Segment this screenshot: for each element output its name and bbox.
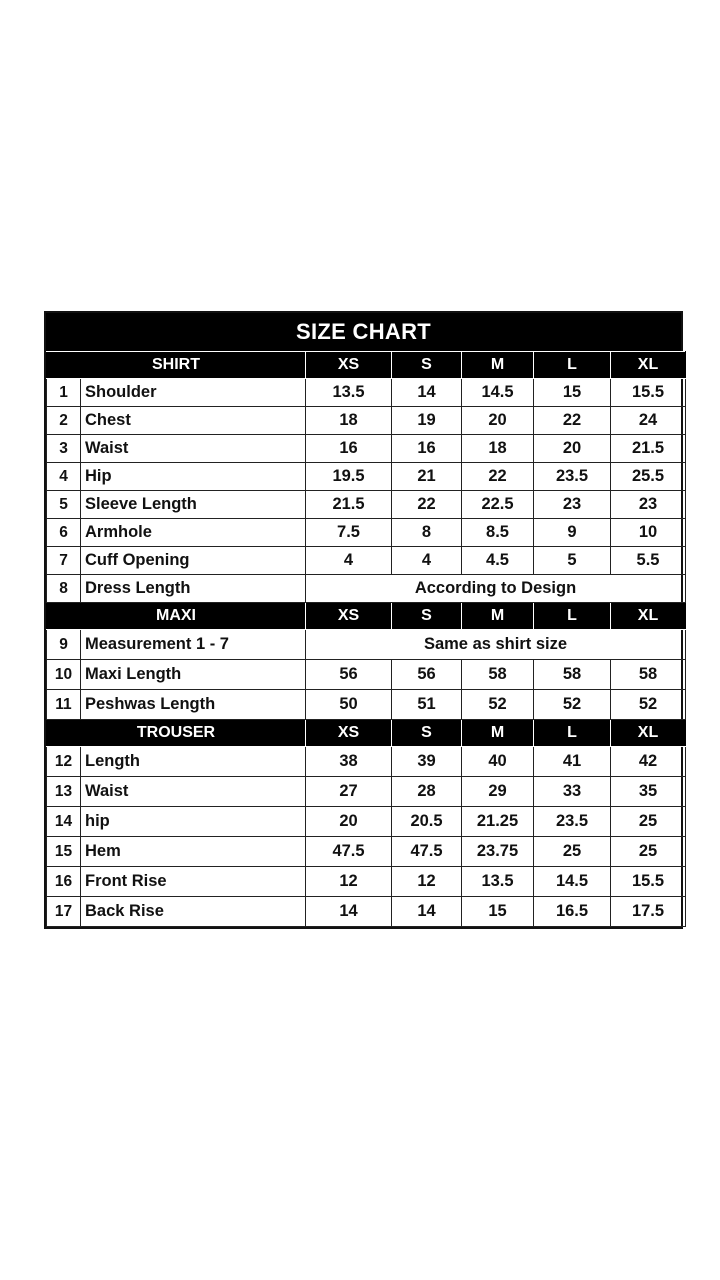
table-row	[47, 491, 686, 519]
table-row	[47, 435, 686, 463]
row-number: 13	[47, 777, 81, 807]
table-row	[47, 807, 686, 837]
row-number: 14	[47, 807, 81, 837]
size-header-l: L	[534, 720, 611, 747]
measurement-value-xl: 15.5	[611, 867, 686, 897]
measurement-value-s: 14	[392, 897, 462, 927]
measurement-value-xs: 20	[306, 807, 392, 837]
measurement-value-xl: 25	[611, 837, 686, 867]
size-header-xs: XS	[306, 603, 392, 630]
size-header-xs: XS	[306, 352, 392, 379]
row-number: 8	[47, 575, 81, 603]
measurement-value-l: 15	[534, 379, 611, 407]
measurement-value-l: 23	[534, 491, 611, 519]
section-header-trouser: TROUSER	[47, 720, 306, 747]
measurement-value-l: 23.5	[534, 807, 611, 837]
measurement-value-m: 20	[462, 407, 534, 435]
measurement-value-m: 18	[462, 435, 534, 463]
measurement-value-xl: 23	[611, 491, 686, 519]
measurement-value-xl: 21.5	[611, 435, 686, 463]
measurement-value-s: 20.5	[392, 807, 462, 837]
measurement-value-m: 4.5	[462, 547, 534, 575]
measurement-label: Dress Length	[81, 575, 306, 603]
table-row	[47, 630, 686, 660]
measurement-label: Length	[81, 747, 306, 777]
measurement-value-xs: 13.5	[306, 379, 392, 407]
table-row	[47, 575, 686, 603]
measurement-value-s: 8	[392, 519, 462, 547]
row-number: 15	[47, 837, 81, 867]
measurement-label: Shoulder	[81, 379, 306, 407]
measurement-value-s: 47.5	[392, 837, 462, 867]
row-number: 6	[47, 519, 81, 547]
table-row	[47, 660, 686, 690]
measurement-label: Hem	[81, 837, 306, 867]
size-header-m: M	[462, 603, 534, 630]
measurement-label: hip	[81, 807, 306, 837]
table-row	[47, 379, 686, 407]
table-row	[47, 463, 686, 491]
measurement-value-m: 52	[462, 690, 534, 720]
measurement-value-xs: 16	[306, 435, 392, 463]
table-row	[47, 837, 686, 867]
measurement-value-xs: 4	[306, 547, 392, 575]
measurement-value-l: 23.5	[534, 463, 611, 491]
measurement-value-xl: 35	[611, 777, 686, 807]
measurement-label: Back Rise	[81, 897, 306, 927]
size-chart	[44, 311, 683, 929]
measurement-label: Measurement 1 - 7	[81, 630, 306, 660]
measurement-value-m: 22.5	[462, 491, 534, 519]
measurement-value-xs: 38	[306, 747, 392, 777]
row-number: 2	[47, 407, 81, 435]
size-table	[46, 351, 686, 927]
size-header-l: L	[534, 603, 611, 630]
measurement-value-m: 21.25	[462, 807, 534, 837]
measurement-label: Waist	[81, 435, 306, 463]
row-number: 3	[47, 435, 81, 463]
measurement-value-l: 25	[534, 837, 611, 867]
table-row	[47, 747, 686, 777]
measurement-value-m: 23.75	[462, 837, 534, 867]
measurement-value-m: 13.5	[462, 867, 534, 897]
section-header-row	[47, 720, 686, 747]
size-header-xl: XL	[611, 603, 686, 630]
measurement-value-xs: 18	[306, 407, 392, 435]
measurement-value-m: 14.5	[462, 379, 534, 407]
measurement-value-xs: 21.5	[306, 491, 392, 519]
size-header-s: S	[392, 352, 462, 379]
size-chart-title: SIZE CHART	[46, 313, 681, 351]
measurement-value-s: 12	[392, 867, 462, 897]
measurement-value-xs: 47.5	[306, 837, 392, 867]
measurement-value-s: 22	[392, 491, 462, 519]
row-number: 12	[47, 747, 81, 777]
measurement-value-xs: 56	[306, 660, 392, 690]
measurement-value-xl: 5.5	[611, 547, 686, 575]
measurement-label: Chest	[81, 407, 306, 435]
measurement-value-xl: 24	[611, 407, 686, 435]
row-number: 7	[47, 547, 81, 575]
row-number: 17	[47, 897, 81, 927]
measurement-value-m: 40	[462, 747, 534, 777]
measurement-value-xl: 25.5	[611, 463, 686, 491]
measurement-value-l: 52	[534, 690, 611, 720]
spanning-note: Same as shirt size	[306, 630, 686, 660]
measurement-value-l: 5	[534, 547, 611, 575]
size-header-m: M	[462, 720, 534, 747]
measurement-value-s: 21	[392, 463, 462, 491]
row-number: 9	[47, 630, 81, 660]
measurement-value-s: 56	[392, 660, 462, 690]
row-number: 4	[47, 463, 81, 491]
measurement-value-xs: 19.5	[306, 463, 392, 491]
measurement-label: Waist	[81, 777, 306, 807]
table-row	[47, 867, 686, 897]
measurement-value-s: 19	[392, 407, 462, 435]
size-header-xs: XS	[306, 720, 392, 747]
row-number: 10	[47, 660, 81, 690]
measurement-label: Front Rise	[81, 867, 306, 897]
row-number: 11	[47, 690, 81, 720]
measurement-value-xs: 50	[306, 690, 392, 720]
measurement-value-s: 39	[392, 747, 462, 777]
measurement-value-xl: 52	[611, 690, 686, 720]
measurement-value-xs: 14	[306, 897, 392, 927]
measurement-value-l: 58	[534, 660, 611, 690]
measurement-value-xl: 42	[611, 747, 686, 777]
measurement-label: Maxi Length	[81, 660, 306, 690]
table-row	[47, 690, 686, 720]
measurement-value-m: 29	[462, 777, 534, 807]
measurement-label: Armhole	[81, 519, 306, 547]
measurement-value-s: 28	[392, 777, 462, 807]
measurement-value-m: 8.5	[462, 519, 534, 547]
measurement-value-xl: 15.5	[611, 379, 686, 407]
measurement-value-l: 9	[534, 519, 611, 547]
measurement-value-l: 14.5	[534, 867, 611, 897]
row-number: 1	[47, 379, 81, 407]
size-header-xl: XL	[611, 352, 686, 379]
size-header-m: M	[462, 352, 534, 379]
measurement-value-m: 15	[462, 897, 534, 927]
measurement-label: Sleeve Length	[81, 491, 306, 519]
table-row	[47, 777, 686, 807]
measurement-value-xl: 10	[611, 519, 686, 547]
size-header-l: L	[534, 352, 611, 379]
measurement-value-xs: 27	[306, 777, 392, 807]
measurement-value-s: 16	[392, 435, 462, 463]
row-number: 5	[47, 491, 81, 519]
measurement-value-m: 58	[462, 660, 534, 690]
section-header-row	[47, 352, 686, 379]
measurement-value-xs: 12	[306, 867, 392, 897]
measurement-value-s: 14	[392, 379, 462, 407]
measurement-label: Peshwas Length	[81, 690, 306, 720]
measurement-value-s: 51	[392, 690, 462, 720]
row-number: 16	[47, 867, 81, 897]
table-row	[47, 897, 686, 927]
measurement-value-l: 33	[534, 777, 611, 807]
measurement-value-l: 20	[534, 435, 611, 463]
section-header-shirt: SHIRT	[47, 352, 306, 379]
section-header-row	[47, 603, 686, 630]
section-header-maxi: MAXI	[47, 603, 306, 630]
measurement-label: Hip	[81, 463, 306, 491]
measurement-value-xs: 7.5	[306, 519, 392, 547]
measurement-value-l: 22	[534, 407, 611, 435]
measurement-value-l: 16.5	[534, 897, 611, 927]
size-header-xl: XL	[611, 720, 686, 747]
table-row	[47, 519, 686, 547]
table-row	[47, 407, 686, 435]
measurement-value-xl: 25	[611, 807, 686, 837]
measurement-value-xl: 17.5	[611, 897, 686, 927]
measurement-value-m: 22	[462, 463, 534, 491]
measurement-value-s: 4	[392, 547, 462, 575]
size-header-s: S	[392, 603, 462, 630]
spanning-note: According to Design	[306, 575, 686, 603]
table-row	[47, 547, 686, 575]
measurement-value-l: 41	[534, 747, 611, 777]
measurement-label: Cuff Opening	[81, 547, 306, 575]
size-header-s: S	[392, 720, 462, 747]
measurement-value-xl: 58	[611, 660, 686, 690]
